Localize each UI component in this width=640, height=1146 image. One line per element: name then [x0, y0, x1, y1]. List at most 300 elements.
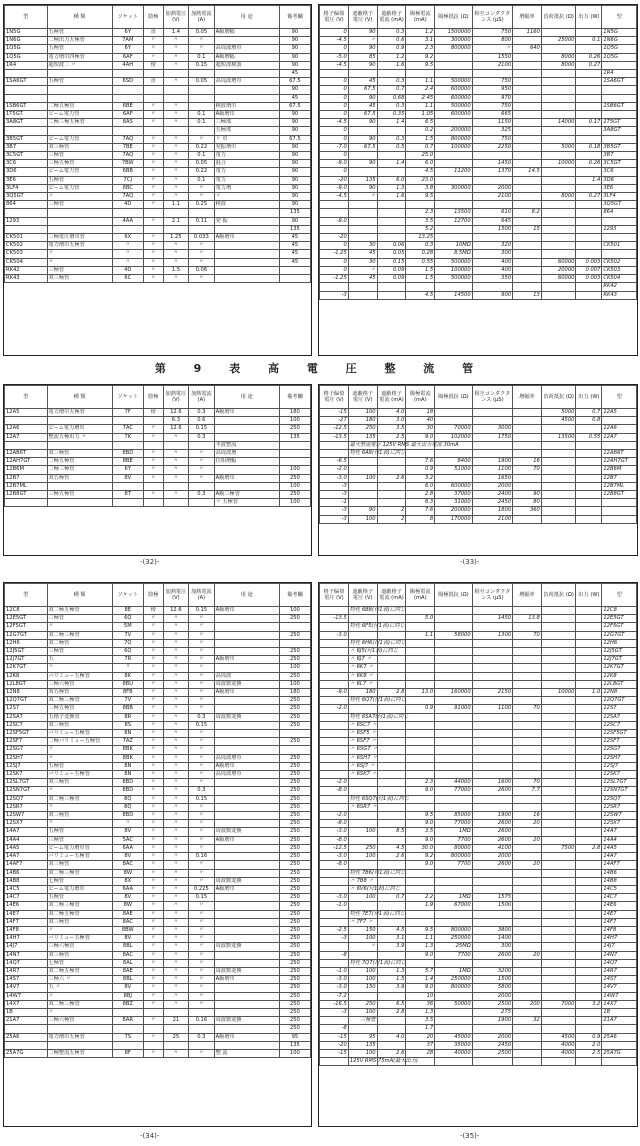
table-cell: 高周波増巾	[214, 754, 279, 762]
table-cell	[513, 127, 542, 135]
table-row	[5, 409, 311, 417]
table-cell: 67.5	[279, 102, 310, 110]
table-row	[5, 984, 311, 992]
table-cell	[214, 1000, 279, 1008]
table-cell	[435, 474, 472, 482]
table-cell: 1750	[472, 433, 512, 441]
table-cell: 12AB6T	[602, 450, 637, 458]
table-row	[5, 1049, 311, 1057]
table-row	[320, 491, 637, 499]
table-cell: 0.3	[377, 29, 406, 37]
table-cell	[5, 441, 48, 449]
table-cell: 〃 6SR7 〃	[349, 803, 377, 810]
table-cell: 135	[279, 433, 310, 441]
table-cell: 12SL7GT	[602, 779, 637, 787]
table-cell: 〃	[47, 803, 112, 811]
table-cell: 〃	[143, 143, 163, 151]
table-cell	[541, 926, 576, 934]
table-cell	[513, 152, 542, 160]
table-cell	[513, 746, 542, 754]
table-cell: 12A7	[602, 433, 637, 441]
table-cell	[320, 762, 349, 770]
table-cell	[602, 111, 637, 119]
table-cell	[435, 152, 472, 160]
table-cell	[435, 234, 472, 242]
column-header: 出力 (W)	[576, 6, 602, 29]
table-cell	[513, 176, 542, 184]
table-cell	[541, 135, 576, 143]
table-cell: 〃	[47, 746, 112, 754]
column-header: 型	[5, 386, 48, 409]
table-row	[5, 135, 311, 143]
table-cell: 〃	[143, 877, 163, 885]
table-cell: 14A5	[5, 844, 48, 852]
table-cell: 14.5	[513, 168, 542, 176]
table-cell	[472, 771, 512, 779]
table-row	[320, 127, 637, 135]
table-cell: 0.06	[377, 242, 406, 250]
table-row	[320, 441, 637, 449]
table-cell: 16	[513, 812, 542, 820]
table-cell: 0	[320, 168, 349, 176]
table-cell	[377, 738, 406, 746]
table-cell: 〃	[163, 615, 188, 623]
table-cell: 0	[320, 242, 349, 250]
table-cell: 〃 6J7 〃	[348, 656, 377, 664]
table-row	[5, 926, 311, 934]
table-cell: 0	[320, 94, 349, 102]
table-cell	[5, 1041, 48, 1049]
table-cell	[435, 283, 472, 291]
table-row	[320, 803, 637, 811]
table-cell: 〃	[163, 812, 188, 820]
table-cell: 12SK7	[602, 771, 637, 779]
table-cell: 0.16	[189, 853, 214, 861]
table-cell	[472, 697, 512, 705]
table-cell	[435, 771, 472, 779]
table-cell: 0.003	[576, 275, 602, 283]
table-cell: 500000	[435, 275, 472, 283]
table-cell: 8BL	[112, 976, 143, 984]
table-cell	[279, 266, 310, 274]
table-cell: 2100	[472, 515, 512, 523]
table-cell: 0.06	[189, 266, 214, 274]
table-cell: 20	[406, 1033, 435, 1041]
table-cell: 14AF7	[5, 861, 48, 869]
table-row	[320, 291, 637, 299]
table-cell: 〃	[348, 943, 377, 951]
table-cell: 12SC7	[5, 721, 48, 729]
table-row	[320, 499, 637, 507]
table-cell	[576, 127, 602, 135]
table-cell: 9.0	[406, 861, 435, 869]
table-cell: 91000	[435, 705, 472, 713]
table-cell	[320, 754, 349, 762]
table-cell: 0.3	[406, 242, 435, 250]
table-row	[320, 656, 637, 664]
table-cell: 〃	[163, 713, 188, 721]
table-cell	[541, 86, 576, 94]
table-cell: 6BB	[112, 168, 143, 176]
table-cell: 〃	[163, 184, 188, 192]
table-cell: 〃	[143, 458, 163, 466]
table-cell	[279, 441, 310, 449]
table-cell: 2.2	[406, 894, 435, 902]
table-cell: -9.0	[320, 160, 349, 168]
table-cell: A級増幅	[214, 29, 279, 37]
table-cell: 0	[320, 127, 349, 135]
table-cell: 95	[348, 1033, 377, 1041]
table-cell	[112, 209, 143, 217]
table-cell: 3D6	[602, 176, 637, 184]
table-row	[320, 795, 637, 803]
table-cell: 〃	[163, 275, 188, 283]
table-cell: 250	[279, 672, 310, 680]
table-cell: 250	[279, 762, 310, 770]
table-cell	[576, 507, 602, 515]
table-cell	[214, 417, 279, 425]
table-cell	[348, 499, 377, 507]
table-cell: 1.3	[377, 184, 406, 192]
table-cell: 〃	[163, 918, 188, 926]
table-cell	[472, 70, 512, 78]
table-cell: 12SA7	[602, 713, 637, 721]
table-cell: 〃	[143, 680, 163, 688]
table-cell: 7Q	[112, 639, 143, 647]
table-cell: 7AM	[112, 37, 143, 45]
table-cell	[576, 615, 602, 623]
table-cell: 10000	[541, 160, 576, 168]
table-cell: 1B	[602, 1008, 637, 1016]
table-cell	[576, 967, 602, 975]
table-row	[320, 450, 637, 458]
table-cell: 5000	[541, 143, 576, 151]
table-cell	[513, 910, 542, 918]
tbody-mid-left	[5, 409, 311, 507]
table-cell	[214, 209, 279, 217]
column-header: 格子偏倚電圧 (V)	[320, 584, 349, 607]
table-cell: -2.0	[320, 705, 349, 713]
table-cell: 100000	[435, 143, 472, 151]
table-cell: 180	[279, 689, 310, 697]
table-cell: 12B7ML	[5, 482, 48, 490]
table-cell: 1.5	[406, 135, 435, 143]
table-row	[320, 623, 637, 631]
table-cell: 1.0	[576, 689, 602, 697]
table-cell	[189, 94, 214, 102]
table-cell	[406, 201, 435, 209]
column-header: 加熱電圧 (V)	[163, 386, 188, 409]
table-cell: 0.8	[576, 417, 602, 425]
table-cell: 電力増巾四極管	[47, 53, 112, 61]
table-cell: 2	[377, 507, 406, 515]
table-cell	[214, 951, 279, 959]
table-row	[5, 656, 311, 664]
table-row	[320, 119, 637, 127]
table-cell: 3C5GT	[5, 152, 48, 160]
table-cell: 2.3	[406, 779, 435, 787]
table-cell: 12J7GT	[5, 656, 48, 664]
table-cell: 4500	[541, 1033, 576, 1041]
table-row	[320, 184, 637, 192]
table-cell: 0.15	[189, 894, 214, 902]
page-number-32: -(32)-	[140, 558, 160, 566]
table-cell: 0.003	[576, 258, 602, 266]
table-cell	[348, 992, 377, 1000]
table-row	[5, 623, 311, 631]
table-cell: 300	[472, 250, 512, 258]
table-cell	[472, 623, 512, 631]
table-cell	[320, 869, 349, 877]
table-cell: 14F7	[602, 918, 637, 926]
table-cell: 4.5	[406, 291, 435, 299]
table-row	[320, 1017, 637, 1025]
table-cell: 高周波	[214, 672, 279, 680]
table-cell: 〃	[189, 680, 214, 688]
table-cell: 14C7	[602, 894, 637, 902]
table-cell	[214, 984, 279, 992]
table-cell: 0.007	[576, 266, 602, 274]
table-row	[5, 910, 311, 918]
table-cell: 6AA	[112, 844, 143, 852]
table-cell	[472, 762, 512, 770]
table-cell: 8.5MΩ	[435, 250, 472, 258]
table-cell	[143, 225, 163, 233]
table-cell: 8N	[112, 762, 143, 770]
table-cell: A級三極管	[214, 491, 279, 499]
column-header: 陽極電流 (mA)	[406, 386, 435, 409]
table-cell	[576, 820, 602, 828]
table-cell	[406, 70, 435, 78]
table-row	[320, 754, 637, 762]
table-cell	[513, 885, 542, 893]
table-cell	[320, 441, 349, 449]
table-cell: 1.1	[406, 102, 435, 110]
table-cell	[189, 482, 214, 490]
table-cell	[435, 992, 472, 1000]
table-cell	[472, 409, 512, 417]
table-cell	[435, 656, 472, 664]
table-cell	[576, 184, 602, 192]
table-cell: 〃	[163, 820, 188, 828]
table-cell: 2000	[472, 184, 512, 192]
table-cell: 6Y	[112, 29, 143, 37]
table-cell: 250	[279, 1017, 310, 1025]
table-cell: 双三極管	[47, 275, 112, 283]
table-cell	[576, 992, 602, 1000]
table-cell	[406, 713, 435, 721]
table-cell: 100	[279, 680, 310, 688]
table-cell	[513, 135, 542, 143]
table-row	[5, 78, 311, 86]
table-cell: 9.0	[406, 820, 435, 828]
table-row	[320, 730, 637, 738]
table-cell: 0.9	[406, 466, 435, 474]
table-cell: 0.15	[189, 721, 214, 729]
table-cell: 〃	[143, 168, 163, 176]
table-row	[320, 1058, 637, 1066]
table-cell: 〃	[163, 61, 188, 69]
table-cell	[214, 623, 279, 631]
table-cell	[377, 631, 406, 639]
table-cell: 1.2	[406, 29, 435, 37]
table-cell: 〃	[189, 762, 214, 770]
table-cell	[320, 283, 349, 291]
table-cell: 3.8	[406, 184, 435, 192]
table-cell	[472, 1058, 512, 1066]
table-cell: 45	[279, 234, 310, 242]
table-cell: 〃	[163, 656, 188, 664]
table-cell: 〃	[163, 45, 188, 53]
table-mid-right	[318, 384, 638, 556]
table-cell	[435, 918, 472, 926]
table-cell: 12Q7GT	[5, 697, 48, 705]
table-cell: 100	[348, 1049, 377, 1057]
table-cell: 〃	[143, 623, 163, 631]
table-cell: 8K	[112, 672, 143, 680]
table-cell	[513, 433, 542, 441]
table-cell: 8	[406, 515, 435, 523]
table-cell: 77000	[435, 787, 472, 795]
table-cell: 〃	[163, 754, 188, 762]
table-cell: 20	[513, 820, 542, 828]
table-cell: 〃	[143, 201, 163, 209]
table-cell: 0.5	[377, 143, 406, 151]
table-row	[320, 607, 637, 615]
table-row	[320, 37, 637, 45]
table-cell	[513, 721, 542, 729]
table-cell: 12H6	[5, 639, 48, 647]
table-cell: 12SJ7	[602, 762, 637, 770]
table-cell: 〃	[143, 217, 163, 225]
table-cell: 90	[348, 507, 377, 515]
table-cell	[576, 201, 602, 209]
table-row	[320, 721, 637, 729]
table-cell: 8N	[112, 771, 143, 779]
table-cell	[406, 885, 435, 893]
table-cell: 0.68	[377, 94, 406, 102]
table-cell	[320, 771, 349, 779]
table-cell: 〃	[143, 754, 163, 762]
table-cell	[406, 803, 435, 811]
table-cell: 12SX7	[602, 820, 637, 828]
table-cell	[513, 689, 542, 697]
table-row	[320, 507, 637, 515]
table-cell: 7700	[435, 951, 472, 959]
table-cell: ビーム電力管	[47, 135, 112, 143]
table-cell: 600000	[435, 86, 472, 94]
page-number-33: -(33)-	[460, 558, 480, 566]
table-cell	[214, 648, 279, 656]
table-cell	[435, 639, 472, 647]
table-cell: 600000	[435, 482, 472, 490]
table-cell: 2100	[472, 61, 512, 69]
table-cell: 300000	[435, 37, 472, 45]
table-cell	[602, 515, 637, 523]
table-cell: -15	[320, 409, 349, 417]
table-cell: 31000	[435, 499, 472, 507]
table-cell: 9.2	[406, 53, 435, 61]
table-cell: 750	[472, 102, 512, 110]
table-cell	[541, 697, 576, 705]
table-cell: 整 流	[214, 1049, 279, 1057]
table-cell: 14X7	[5, 1000, 48, 1008]
table-cell: 検波増巾	[214, 102, 279, 110]
table-cell	[513, 664, 542, 672]
table-cell: 14A7	[602, 828, 637, 836]
table-cell	[513, 935, 542, 943]
table-cell	[435, 623, 472, 631]
table-cell	[472, 721, 512, 729]
table-cell: 双二極三極管	[47, 697, 112, 705]
table-row	[5, 771, 311, 779]
table-cell: 0.05	[377, 250, 406, 258]
table-cell	[513, 984, 542, 992]
table-cell: 250	[279, 992, 310, 1000]
table-row	[5, 193, 311, 201]
table-cell	[348, 820, 377, 828]
table-row	[5, 746, 311, 754]
table-cell: バリミュー五極管	[47, 853, 112, 861]
table-cell: 特性 6H6(付1表)に同じ	[349, 639, 406, 646]
table-cell	[189, 209, 214, 217]
table-cell: 〃	[143, 152, 163, 160]
table-cell: CK504	[602, 275, 637, 283]
table-cell: 2600	[472, 828, 512, 836]
table-cell: 1.4	[377, 160, 406, 168]
table-cell: 〃	[47, 787, 112, 795]
table-cell: 12SR7	[5, 803, 48, 811]
table-row	[5, 664, 311, 672]
table-cell: 〃	[163, 853, 188, 861]
table-cell	[576, 607, 602, 615]
table-cell	[541, 754, 576, 762]
table-row	[320, 53, 637, 61]
table-cell: 電力増巾五極管	[47, 242, 112, 250]
table-cell: 100	[348, 409, 377, 417]
table-row	[5, 639, 311, 647]
table-cell	[602, 61, 637, 69]
table-cell: 〃	[189, 37, 214, 45]
table-cell	[163, 1041, 188, 1049]
table-row	[320, 639, 637, 647]
table-cell: 250	[279, 967, 310, 975]
table-cell: 8V	[112, 853, 143, 861]
table-cell: 1500	[472, 225, 512, 233]
table-cell: 600000	[435, 94, 472, 102]
table-cell: 〃	[112, 664, 143, 672]
table-row	[320, 433, 637, 441]
table-cell: 15	[513, 225, 542, 233]
table-cell: 8X	[112, 877, 143, 885]
table-cell	[472, 639, 512, 647]
table-cell: 〃	[214, 193, 279, 201]
table-cell: 〃	[189, 967, 214, 975]
table-cell	[435, 615, 472, 623]
column-header: 陰極	[143, 386, 163, 409]
table-cell: RK43	[602, 291, 637, 299]
table-cell: 25000	[541, 37, 576, 45]
table-cell: 8BW	[112, 926, 143, 934]
table-cell	[541, 992, 576, 1000]
table-cell: 1MΩ	[435, 967, 472, 975]
table-cell	[320, 943, 349, 951]
table-cell	[320, 877, 349, 885]
table-row	[5, 209, 311, 217]
table-cell	[435, 193, 472, 201]
table-cell: 〃	[189, 664, 214, 672]
table-cell: 〃	[47, 250, 112, 258]
